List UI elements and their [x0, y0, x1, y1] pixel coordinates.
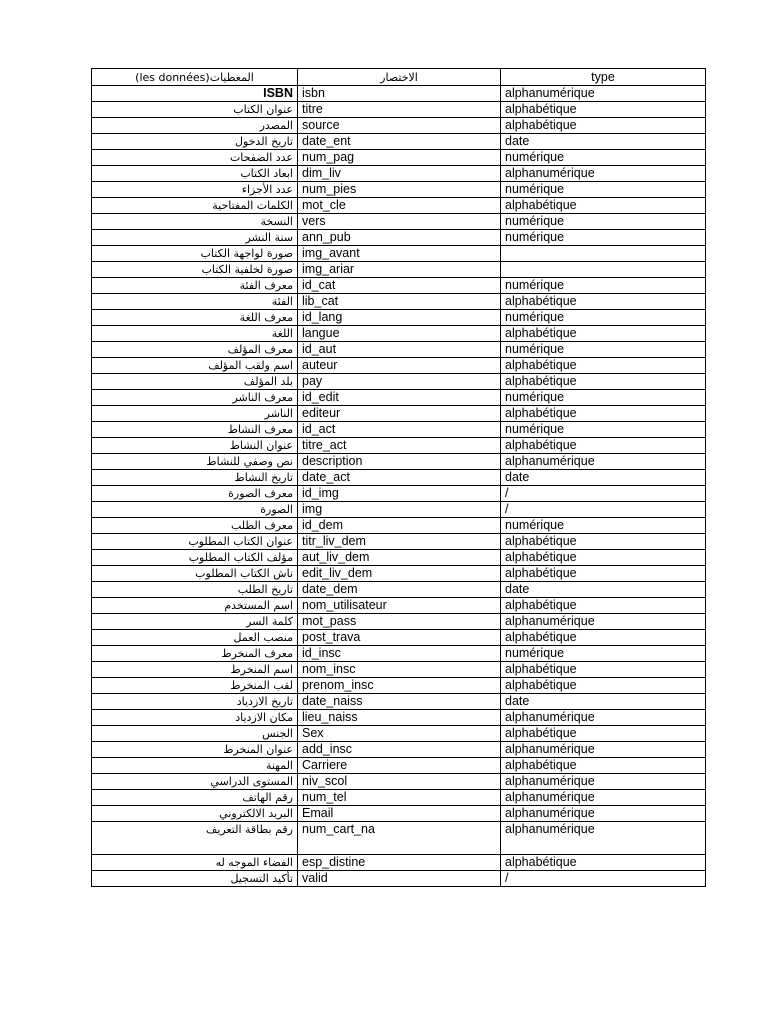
cell-abbreviation: num_cart_na: [298, 822, 501, 855]
table-row: [92, 438, 706, 454]
table-row: [92, 614, 706, 630]
table-row: [92, 150, 706, 166]
cell-data-name: تاريخ النشاط: [92, 470, 298, 486]
cell-data-name: عنوان الكتاب: [92, 102, 298, 118]
cell-type: numérique: [501, 214, 706, 230]
cell-type: numérique: [501, 518, 706, 534]
table-row: [92, 390, 706, 406]
cell-type: alphanumérique: [501, 614, 706, 630]
cell-data-name: ناش الكتاب المطلوب: [92, 566, 298, 582]
cell-type: numérique: [501, 646, 706, 662]
cell-data-name: الكلمات المفتاحية: [92, 198, 298, 214]
cell-data-name: المصدر: [92, 118, 298, 134]
table-row: [92, 855, 706, 871]
header-data: المعطيات(les données): [92, 69, 298, 86]
cell-type: numérique: [501, 342, 706, 358]
table-row: [92, 566, 706, 582]
cell-data-name: تاريخ الدخول: [92, 134, 298, 150]
cell-abbreviation: auteur: [298, 358, 501, 374]
cell-data-name: المستوى الدراسي: [92, 774, 298, 790]
cell-abbreviation: num_pag: [298, 150, 501, 166]
cell-data-name: الصورة: [92, 502, 298, 518]
cell-type: alphanumérique: [501, 790, 706, 806]
table-row: [92, 742, 706, 758]
cell-type: date: [501, 134, 706, 150]
cell-abbreviation: edit_liv_dem: [298, 566, 501, 582]
table-row: [92, 630, 706, 646]
cell-abbreviation: add_insc: [298, 742, 501, 758]
cell-abbreviation: titr_liv_dem: [298, 534, 501, 550]
cell-abbreviation: id_lang: [298, 310, 501, 326]
cell-data-name: رقم بطاقة التعريف: [92, 822, 298, 855]
cell-data-name: كلمة السر: [92, 614, 298, 630]
cell-data-name: مكان الازدياد: [92, 710, 298, 726]
cell-data-name: الفضاء الموجه له: [92, 855, 298, 871]
cell-type: /: [501, 502, 706, 518]
cell-abbreviation: isbn: [298, 86, 501, 102]
cell-type: alphabétique: [501, 726, 706, 742]
table-row: [92, 406, 706, 422]
cell-abbreviation: lieu_naiss: [298, 710, 501, 726]
cell-type: alphabétique: [501, 118, 706, 134]
cell-data-name: اللغة: [92, 326, 298, 342]
cell-type: alphabétique: [501, 598, 706, 614]
cell-data-name: معرف الطلب: [92, 518, 298, 534]
table-row: [92, 214, 706, 230]
cell-data-name: المهنة: [92, 758, 298, 774]
cell-abbreviation: titre: [298, 102, 501, 118]
table-row: [92, 422, 706, 438]
header-abbreviation: الاختصار: [298, 69, 501, 86]
table-row: [92, 278, 706, 294]
cell-data-name: منصب العمل: [92, 630, 298, 646]
cell-type: alphabétique: [501, 758, 706, 774]
table-row: [92, 470, 706, 486]
cell-data-name: معرف المنخرط: [92, 646, 298, 662]
cell-abbreviation: num_tel: [298, 790, 501, 806]
cell-data-name: الجنس: [92, 726, 298, 742]
cell-data-name: رقم الهاتف: [92, 790, 298, 806]
cell-data-name: تاريخ الطلب: [92, 582, 298, 598]
cell-type: alphanumérique: [501, 742, 706, 758]
table-row: [92, 790, 706, 806]
table-row: [92, 871, 706, 887]
cell-data-name: الفئة: [92, 294, 298, 310]
table-row: [92, 86, 706, 102]
cell-abbreviation: lib_cat: [298, 294, 501, 310]
table-row: [92, 118, 706, 134]
table-row: [92, 230, 706, 246]
cell-abbreviation: id_dem: [298, 518, 501, 534]
table-row: [92, 486, 706, 502]
table-row: [92, 454, 706, 470]
cell-type: date: [501, 582, 706, 598]
table-row: [92, 582, 706, 598]
cell-abbreviation: source: [298, 118, 501, 134]
cell-type: numérique: [501, 390, 706, 406]
table-row: [92, 806, 706, 822]
cell-abbreviation: titre_act: [298, 438, 501, 454]
cell-type: alphanumérique: [501, 822, 706, 855]
cell-type: alphanumérique: [501, 806, 706, 822]
table-row: [92, 518, 706, 534]
table-row: [92, 678, 706, 694]
cell-abbreviation: img: [298, 502, 501, 518]
table-row: [92, 342, 706, 358]
cell-data-name: مؤلف الكتاب المطلوب: [92, 550, 298, 566]
cell-data-name: اسم المنخرط: [92, 662, 298, 678]
cell-type: alphabétique: [501, 294, 706, 310]
cell-type: alphabétique: [501, 326, 706, 342]
table-row: [92, 550, 706, 566]
cell-data-name: صورة لخلفية الكتاب: [92, 262, 298, 278]
table-row: [92, 726, 706, 742]
data-dictionary-table: [91, 68, 706, 887]
cell-type: alphabétique: [501, 855, 706, 871]
cell-data-name: عدد الأجزاء: [92, 182, 298, 198]
cell-data-name: لقب المنخرط: [92, 678, 298, 694]
cell-type: alphabétique: [501, 550, 706, 566]
cell-data-name: عنوان الكتاب المطلوب: [92, 534, 298, 550]
cell-abbreviation: vers: [298, 214, 501, 230]
cell-type: alphabétique: [501, 406, 706, 422]
cell-data-name: اسم المستخدم: [92, 598, 298, 614]
table-row: [92, 102, 706, 118]
cell-abbreviation: nom_utilisateur: [298, 598, 501, 614]
table-row: [92, 758, 706, 774]
table-row: [92, 710, 706, 726]
table-row: [92, 294, 706, 310]
cell-abbreviation: date_ent: [298, 134, 501, 150]
cell-abbreviation: description: [298, 454, 501, 470]
cell-abbreviation: id_img: [298, 486, 501, 502]
cell-data-name: معرف النشاط: [92, 422, 298, 438]
cell-data-name: عنوان المنخرط: [92, 742, 298, 758]
cell-type: alphanumérique: [501, 774, 706, 790]
cell-data-name: تاريخ الازدياد: [92, 694, 298, 710]
cell-abbreviation: Sex: [298, 726, 501, 742]
cell-data-name: بلد المؤلف: [92, 374, 298, 390]
table-row: [92, 262, 706, 278]
table-row: [92, 646, 706, 662]
cell-abbreviation: langue: [298, 326, 501, 342]
cell-data-name: اسم ولقب المؤلف: [92, 358, 298, 374]
cell-type: alphabétique: [501, 566, 706, 582]
cell-type: alphanumérique: [501, 166, 706, 182]
cell-abbreviation: esp_distine: [298, 855, 501, 871]
cell-data-name: النسخة: [92, 214, 298, 230]
cell-data-name: عدد الصفحات: [92, 150, 298, 166]
cell-type: alphabétique: [501, 662, 706, 678]
cell-type: date: [501, 694, 706, 710]
cell-data-name: سنة النشر: [92, 230, 298, 246]
cell-abbreviation: nom_insc: [298, 662, 501, 678]
cell-data-name: صورة لواجهة الكتاب: [92, 246, 298, 262]
cell-data-name: الناشر: [92, 406, 298, 422]
cell-abbreviation: dim_liv: [298, 166, 501, 182]
cell-abbreviation: mot_pass: [298, 614, 501, 630]
table-row: [92, 198, 706, 214]
cell-type: date: [501, 470, 706, 486]
cell-type: alphabétique: [501, 102, 706, 118]
table-row: [92, 326, 706, 342]
cell-abbreviation: date_naiss: [298, 694, 501, 710]
table-row: [92, 182, 706, 198]
cell-type: alphabétique: [501, 198, 706, 214]
cell-data-name: ISBN: [92, 86, 298, 102]
cell-abbreviation: post_trava: [298, 630, 501, 646]
cell-abbreviation: ann_pub: [298, 230, 501, 246]
cell-type: [501, 262, 706, 278]
cell-data-name: نص وصفي للنشاط: [92, 454, 298, 470]
cell-abbreviation: pay: [298, 374, 501, 390]
table-row: [92, 358, 706, 374]
cell-type: numérique: [501, 182, 706, 198]
cell-abbreviation: aut_liv_dem: [298, 550, 501, 566]
cell-data-name: معرف اللغة: [92, 310, 298, 326]
cell-type: alphabétique: [501, 374, 706, 390]
cell-type: alphanumérique: [501, 454, 706, 470]
cell-data-name: معرف الناشر: [92, 390, 298, 406]
cell-abbreviation: mot_cle: [298, 198, 501, 214]
cell-abbreviation: editeur: [298, 406, 501, 422]
cell-data-name: البريد الالكتروني: [92, 806, 298, 822]
cell-data-name: معرف الصورة: [92, 486, 298, 502]
cell-type: numérique: [501, 230, 706, 246]
cell-abbreviation: Carriere: [298, 758, 501, 774]
cell-type: numérique: [501, 150, 706, 166]
cell-data-name: معرف المؤلف: [92, 342, 298, 358]
data-dictionary-body: [92, 69, 706, 887]
table-row: [92, 774, 706, 790]
table-row: [92, 374, 706, 390]
cell-type: numérique: [501, 310, 706, 326]
cell-abbreviation: date_act: [298, 470, 501, 486]
table-row: [92, 246, 706, 262]
table-row: [92, 694, 706, 710]
table-row: [92, 166, 706, 182]
cell-abbreviation: prenom_insc: [298, 678, 501, 694]
cell-type: alphabétique: [501, 358, 706, 374]
cell-type: /: [501, 486, 706, 502]
cell-abbreviation: Email: [298, 806, 501, 822]
cell-type: alphanumérique: [501, 710, 706, 726]
cell-type: numérique: [501, 278, 706, 294]
cell-abbreviation: img_avant: [298, 246, 501, 262]
cell-type: [501, 246, 706, 262]
cell-type: alphabétique: [501, 534, 706, 550]
table-row: [92, 534, 706, 550]
cell-abbreviation: num_pies: [298, 182, 501, 198]
cell-abbreviation: id_cat: [298, 278, 501, 294]
table-row: [92, 134, 706, 150]
cell-type: numérique: [501, 422, 706, 438]
cell-type: /: [501, 871, 706, 887]
cell-data-name: ابعاد الكتاب: [92, 166, 298, 182]
cell-abbreviation: id_act: [298, 422, 501, 438]
cell-abbreviation: id_aut: [298, 342, 501, 358]
table-row: [92, 662, 706, 678]
cell-abbreviation: valid: [298, 871, 501, 887]
cell-data-name: تأكيد التسجيل: [92, 871, 298, 887]
table-row: [92, 502, 706, 518]
cell-abbreviation: niv_scol: [298, 774, 501, 790]
cell-abbreviation: id_insc: [298, 646, 501, 662]
cell-data-name: معرف الفئة: [92, 278, 298, 294]
table-row: [92, 822, 706, 855]
cell-type: alphabétique: [501, 630, 706, 646]
table-row: [92, 310, 706, 326]
table-row: [92, 598, 706, 614]
cell-abbreviation: id_edit: [298, 390, 501, 406]
cell-type: alphabétique: [501, 438, 706, 454]
cell-abbreviation: date_dem: [298, 582, 501, 598]
cell-data-name: عنوان النشاط: [92, 438, 298, 454]
cell-abbreviation: img_ariar: [298, 262, 501, 278]
cell-type: alphabétique: [501, 678, 706, 694]
header-row: [92, 69, 706, 86]
cell-type: alphanumérique: [501, 86, 706, 102]
header-type: type: [501, 69, 706, 86]
